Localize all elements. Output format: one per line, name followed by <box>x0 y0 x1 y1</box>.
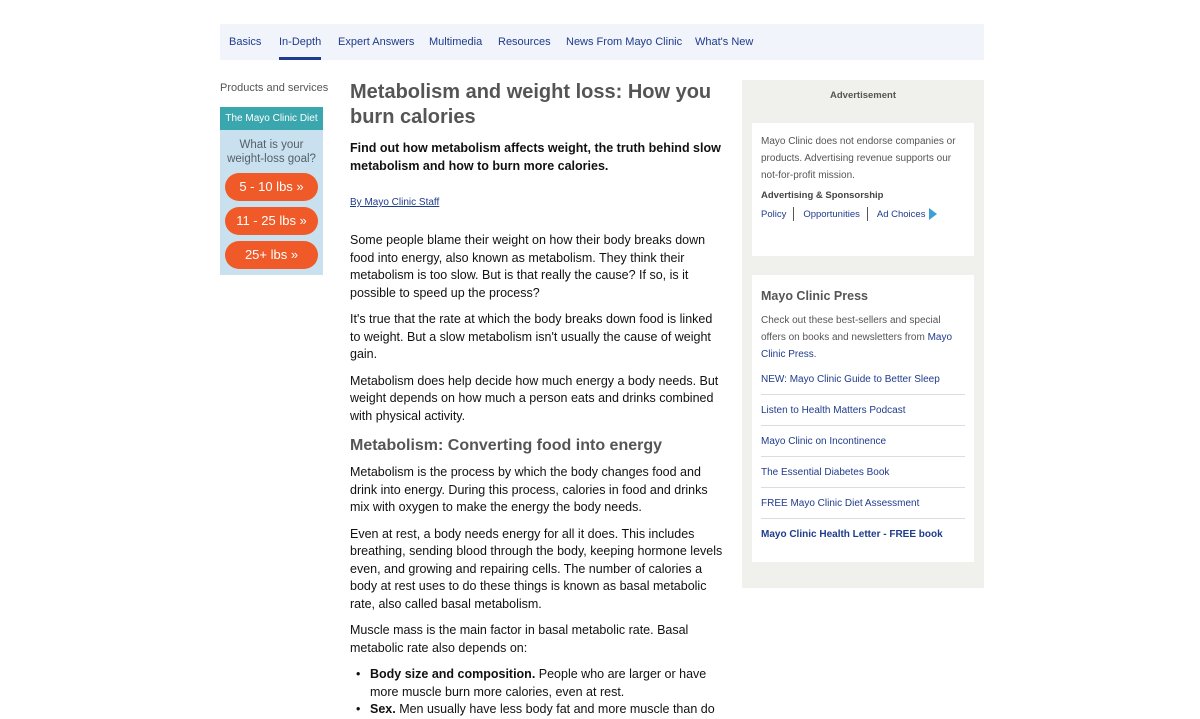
diet-ad-header: The Mayo Clinic Diet <box>220 107 323 130</box>
article-paragraph: Even at rest, a body needs energy for all it does. This includes breathing, sending blood through the body, keeping hormone levels even, and growing and repairing cells. The number of calories a body at rest uses to do these things is known as basal metabolic rate, also called basal metabolism. <box>350 526 723 611</box>
press-title: Mayo Clinic Press <box>761 289 868 303</box>
press-link-diabetes-book[interactable]: The Essential Diabetes Book <box>761 457 965 488</box>
press-link-better-sleep[interactable]: NEW: Mayo Clinic Guide to Better Sleep <box>761 364 965 395</box>
ad-links <box>761 207 965 221</box>
section-heading: Metabolism: Converting food into energy <box>350 437 663 454</box>
list-item-text: People who are larger or have more muscle burn more calories, even at rest. <box>370 667 707 699</box>
press-description <box>761 312 965 363</box>
article-paragraph: Muscle mass is the main factor in basal metabolic rate. Basal metabolic rate also depends on: <box>350 623 689 655</box>
press-link-health-letter[interactable]: Mayo Clinic Health Letter - FREE book <box>761 529 943 540</box>
page-title: Metabolism and weight loss: How you burn calories <box>350 81 712 128</box>
diet-ad-question-line1: What is your <box>239 139 304 151</box>
list-item <box>350 666 725 701</box>
sidebar <box>742 80 984 588</box>
goal-button-11-25[interactable]: 11 - 25 lbs » <box>225 207 318 235</box>
bullet-icon: • <box>356 667 361 681</box>
advertisement-label: Advertisement <box>830 90 896 101</box>
tab-in-depth[interactable]: In-Depth <box>279 24 321 60</box>
list-item-term: Body size and composition. <box>370 667 536 681</box>
diet-ad[interactable] <box>220 107 323 275</box>
ad-disclaimer-text: Mayo Clinic does not endorse companies or products. Advertising revenue supports our not-for-profit mission. <box>761 136 956 181</box>
tab-news[interactable]: News From Mayo Clinic <box>566 36 683 48</box>
diet-ad-question <box>220 138 323 166</box>
article-paragraph: Metabolism is the process by which the body changes food and drink into energy. During this process, calories in food and drinks mix with oxygen to make the energy the body needs. <box>350 465 708 514</box>
tab-whats-new[interactable]: What's New <box>695 36 754 48</box>
tab-basics[interactable]: Basics <box>229 36 262 48</box>
ad-choices-link[interactable]: Ad Choices <box>876 208 926 220</box>
press-text-before: Check out these best-sellers and special offers on books and newsletters from <box>761 315 941 343</box>
section-nav <box>220 24 984 60</box>
list-item-text: Men usually have less body fat and more muscle than do <box>395 702 715 716</box>
list-item-term: Sex. <box>370 702 396 716</box>
products-services-label: Products and services <box>220 82 329 94</box>
article-paragraph: Some people blame their weight on how their body breaks down food into energy, also known as metabolism. They think their metabolism is too slow. But is that really the cause? If so, is it possible to speed up the process? <box>350 233 706 300</box>
press-text-after: . <box>813 349 817 360</box>
factor-list <box>350 666 725 719</box>
article <box>350 80 725 719</box>
diet-ad-question-line2: weight-loss goal? <box>227 153 316 165</box>
ad-disclaimer-box <box>752 123 974 256</box>
bullet-icon: • <box>356 702 361 716</box>
press-link-podcast[interactable]: Listen to Health Matters Podcast <box>761 395 965 426</box>
press-inline-link[interactable]: Mayo Clinic Press <box>761 332 953 360</box>
goal-button-5-10[interactable]: 5 - 10 lbs » <box>225 173 318 201</box>
article-paragraph: Metabolism does help decide how much energy a body needs. But weight depends on how much a person eats and drinks combined with physical activity. <box>350 373 719 423</box>
goal-button-25-plus[interactable]: 25+ lbs » <box>225 241 318 269</box>
opportunities-link[interactable]: Opportunities <box>803 208 860 220</box>
article-subtitle: Find out how metabolism affects weight, the truth behind slow metabolism and how to burn more calories. <box>350 141 721 173</box>
tab-expert-answers[interactable]: Expert Answers <box>338 36 415 48</box>
press-link-incontinence[interactable]: Mayo Clinic on Incontinence <box>761 426 965 457</box>
article-paragraph: It's true that the rate at which the body breaks down food is linked to weight. But a slow metabolism isn't usually the cause of weight gain. <box>350 312 713 361</box>
tab-resources[interactable]: Resources <box>498 36 551 48</box>
press-box <box>752 275 974 562</box>
ad-sponsorship-heading: Advertising & Sponsorship <box>761 190 884 201</box>
list-item <box>350 701 725 719</box>
ad-choices-icon[interactable] <box>929 208 937 220</box>
divider <box>867 207 868 221</box>
policy-link[interactable]: Policy <box>761 208 787 220</box>
tab-multimedia[interactable]: Multimedia <box>429 36 483 48</box>
press-link-diet-assessment[interactable]: FREE Mayo Clinic Diet Assessment <box>761 488 965 519</box>
divider <box>793 207 794 221</box>
byline-link[interactable]: By Mayo Clinic Staff <box>350 197 440 208</box>
